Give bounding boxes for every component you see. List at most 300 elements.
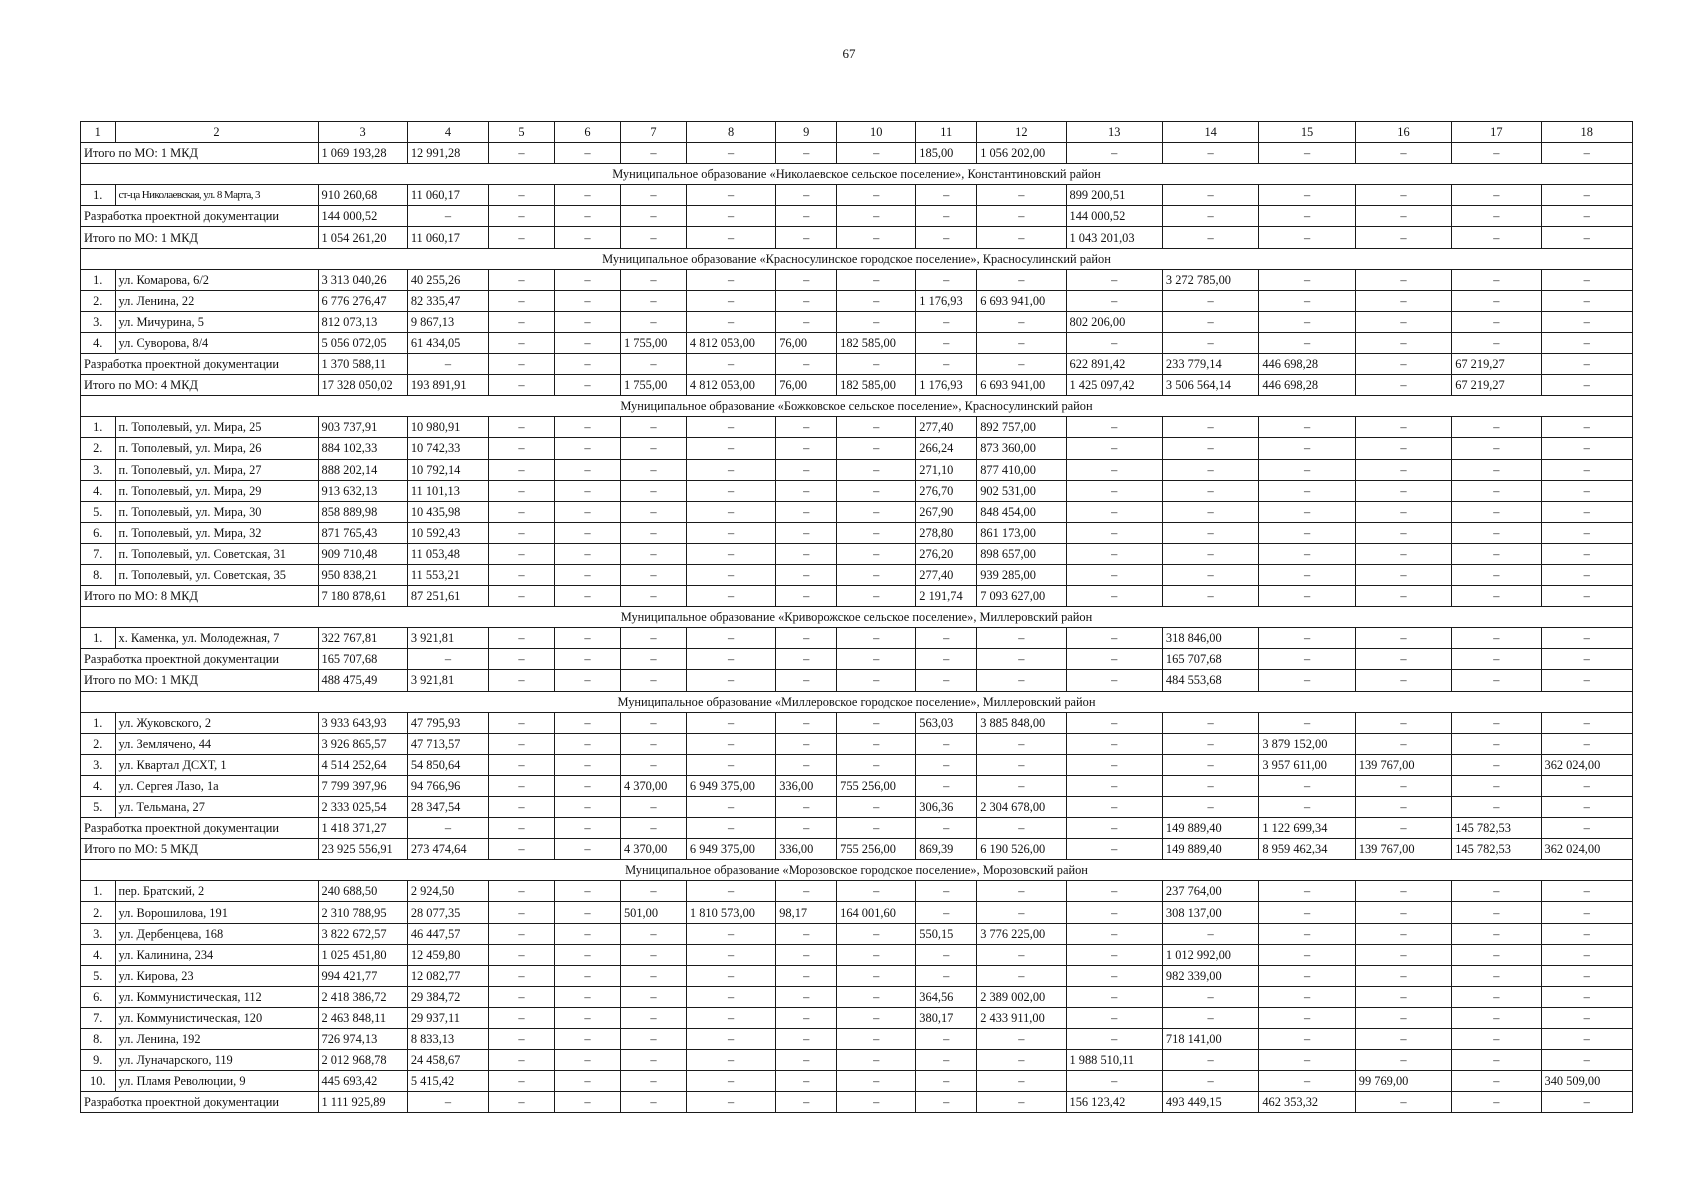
value-cell-col-16: –: [1355, 311, 1451, 332]
value-cell-col-7: –: [620, 417, 686, 438]
value-cell-col-7: –: [620, 1050, 686, 1071]
value-cell-col-15: –: [1259, 649, 1355, 670]
value-cell-col-17: –: [1452, 480, 1541, 501]
value-cell-col-11: 2 191,74: [916, 586, 977, 607]
value-cell-col-3: 3 822 672,57: [318, 923, 407, 944]
value-cell-col-12: 898 657,00: [977, 543, 1066, 564]
value-cell-col-17: –: [1452, 923, 1541, 944]
value-cell-col-5: –: [489, 649, 555, 670]
value-cell-col-11: 267,90: [916, 501, 977, 522]
value-cell-col-3: 7 180 878,61: [318, 586, 407, 607]
value-cell-col-18: –: [1541, 944, 1633, 965]
value-cell-col-10: –: [837, 227, 916, 248]
value-cell-col-11: –: [916, 227, 977, 248]
value-cell-col-15: –: [1259, 923, 1355, 944]
building-row: [81, 902, 1633, 923]
value-cell-col-15: –: [1259, 712, 1355, 733]
summary-row: [81, 227, 1633, 248]
value-cell-col-13: –: [1066, 269, 1162, 290]
value-cell-col-3: 165 707,68: [318, 649, 407, 670]
value-cell-col-11: 563,03: [916, 712, 977, 733]
value-cell-col-15: –: [1259, 965, 1355, 986]
value-cell-col-15: –: [1259, 206, 1355, 227]
value-cell-col-8: –: [686, 986, 775, 1007]
value-cell-col-10: –: [837, 269, 916, 290]
value-cell-col-6: –: [554, 986, 620, 1007]
value-cell-col-13: 156 123,42: [1066, 1092, 1162, 1113]
value-cell-col-3: 903 737,91: [318, 417, 407, 438]
value-cell-col-14: –: [1162, 480, 1258, 501]
column-number-13: 13: [1066, 122, 1162, 143]
municipality-heading: Муниципальное образование «Николаевское сельское поселение», Константиновский район: [81, 164, 1633, 185]
value-cell-col-10: –: [837, 754, 916, 775]
building-address: ул. Дербенцева, 168: [115, 923, 318, 944]
value-cell-col-12: –: [977, 902, 1066, 923]
value-cell-col-9: –: [776, 1092, 837, 1113]
value-cell-col-10: –: [837, 354, 916, 375]
value-cell-col-12: –: [977, 1092, 1066, 1113]
value-cell-col-7: –: [620, 269, 686, 290]
value-cell-col-10: –: [837, 1007, 916, 1028]
value-cell-col-7: –: [620, 944, 686, 965]
value-cell-col-8: –: [686, 1092, 775, 1113]
value-cell-col-4: 12 082,77: [407, 965, 488, 986]
value-cell-col-17: –: [1452, 417, 1541, 438]
value-cell-col-14: –: [1162, 733, 1258, 754]
value-cell-col-12: 2 389 002,00: [977, 986, 1066, 1007]
value-cell-col-13: –: [1066, 649, 1162, 670]
value-cell-col-14: 165 707,68: [1162, 649, 1258, 670]
value-cell-col-6: –: [554, 227, 620, 248]
value-cell-col-10: –: [837, 480, 916, 501]
value-cell-col-11: –: [916, 670, 977, 691]
value-cell-col-6: –: [554, 649, 620, 670]
value-cell-col-10: –: [837, 586, 916, 607]
column-number-11: 11: [916, 122, 977, 143]
value-cell-col-5: –: [489, 733, 555, 754]
value-cell-col-17: –: [1452, 143, 1541, 164]
value-cell-col-12: 939 285,00: [977, 564, 1066, 585]
value-cell-col-17: –: [1452, 522, 1541, 543]
value-cell-col-16: –: [1355, 649, 1451, 670]
value-cell-col-10: –: [837, 1092, 916, 1113]
value-cell-col-8: –: [686, 480, 775, 501]
value-cell-col-10: –: [837, 818, 916, 839]
value-cell-col-16: –: [1355, 965, 1451, 986]
value-cell-col-18: –: [1541, 1050, 1633, 1071]
building-address: ул. Кирова, 23: [115, 965, 318, 986]
value-cell-col-6: –: [554, 438, 620, 459]
value-cell-col-8: –: [686, 1050, 775, 1071]
value-cell-col-8: –: [686, 628, 775, 649]
value-cell-col-16: –: [1355, 459, 1451, 480]
value-cell-col-12: 7 093 627,00: [977, 586, 1066, 607]
value-cell-col-15: –: [1259, 1050, 1355, 1071]
value-cell-col-14: –: [1162, 1071, 1258, 1092]
value-cell-col-18: –: [1541, 290, 1633, 311]
value-cell-col-18: –: [1541, 1007, 1633, 1028]
value-cell-col-12: 902 531,00: [977, 480, 1066, 501]
value-cell-col-4: 29 384,72: [407, 986, 488, 1007]
value-cell-col-16: 99 769,00: [1355, 1071, 1451, 1092]
building-address: ул. Мичурина, 5: [115, 311, 318, 332]
value-cell-col-17: 67 219,27: [1452, 375, 1541, 396]
value-cell-col-10: –: [837, 438, 916, 459]
value-cell-col-11: –: [916, 965, 977, 986]
value-cell-col-4: 273 474,64: [407, 839, 488, 860]
value-cell-col-6: –: [554, 712, 620, 733]
value-cell-col-13: –: [1066, 438, 1162, 459]
value-cell-col-12: –: [977, 1029, 1066, 1050]
value-cell-col-5: –: [489, 522, 555, 543]
value-cell-col-3: 884 102,33: [318, 438, 407, 459]
value-cell-col-4: 24 458,67: [407, 1050, 488, 1071]
value-cell-col-18: –: [1541, 375, 1633, 396]
value-cell-col-18: –: [1541, 818, 1633, 839]
building-address: ул. Землячено, 44: [115, 733, 318, 754]
value-cell-col-17: 145 782,53: [1452, 839, 1541, 860]
value-cell-col-11: –: [916, 1071, 977, 1092]
value-cell-col-17: –: [1452, 227, 1541, 248]
value-cell-col-14: –: [1162, 417, 1258, 438]
value-cell-col-15: 446 698,28: [1259, 354, 1355, 375]
summary-row: [81, 586, 1633, 607]
value-cell-col-4: 3 921,81: [407, 670, 488, 691]
value-cell-col-17: –: [1452, 311, 1541, 332]
column-number-5: 5: [489, 122, 555, 143]
building-address: ул. Коммунистическая, 120: [115, 1007, 318, 1028]
value-cell-col-8: –: [686, 670, 775, 691]
value-cell-col-5: –: [489, 354, 555, 375]
value-cell-col-12: 2 304 678,00: [977, 797, 1066, 818]
value-cell-col-3: 1 370 588,11: [318, 354, 407, 375]
value-cell-col-12: –: [977, 332, 1066, 353]
value-cell-col-6: –: [554, 733, 620, 754]
building-row: [81, 986, 1633, 1007]
value-cell-col-15: –: [1259, 459, 1355, 480]
value-cell-col-6: –: [554, 670, 620, 691]
summary-label: Итого по МО: 4 МКД: [81, 375, 319, 396]
summary-label: Итого по МО: 8 МКД: [81, 586, 319, 607]
building-address: ул. Сергея Лазо, 1а: [115, 775, 318, 796]
value-cell-col-8: –: [686, 1007, 775, 1028]
value-cell-col-4: 87 251,61: [407, 586, 488, 607]
value-cell-col-13: –: [1066, 944, 1162, 965]
value-cell-col-5: –: [489, 564, 555, 585]
value-cell-col-4: 12 459,80: [407, 944, 488, 965]
value-cell-col-9: –: [776, 1050, 837, 1071]
value-cell-col-18: –: [1541, 670, 1633, 691]
building-row: [81, 417, 1633, 438]
value-cell-col-3: 5 056 072,05: [318, 332, 407, 353]
value-cell-col-13: –: [1066, 881, 1162, 902]
value-cell-col-7: –: [620, 143, 686, 164]
value-cell-col-15: –: [1259, 543, 1355, 564]
value-cell-col-13: –: [1066, 733, 1162, 754]
value-cell-col-7: –: [620, 712, 686, 733]
row-number: 5.: [81, 965, 116, 986]
row-number: 6.: [81, 522, 116, 543]
value-cell-col-5: –: [489, 1007, 555, 1028]
value-cell-col-13: –: [1066, 480, 1162, 501]
value-cell-col-17: –: [1452, 797, 1541, 818]
value-cell-col-8: –: [686, 586, 775, 607]
value-cell-col-17: –: [1452, 1092, 1541, 1113]
value-cell-col-11: 306,36: [916, 797, 977, 818]
value-cell-col-4: 3 921,81: [407, 628, 488, 649]
building-address: х. Каменка, ул. Молодежная, 7: [115, 628, 318, 649]
row-number: 2.: [81, 438, 116, 459]
row-number: 2.: [81, 290, 116, 311]
value-cell-col-13: –: [1066, 501, 1162, 522]
value-cell-col-5: –: [489, 332, 555, 353]
value-cell-col-7: –: [620, 1092, 686, 1113]
value-cell-col-3: 17 328 050,02: [318, 375, 407, 396]
value-cell-col-18: –: [1541, 459, 1633, 480]
value-cell-col-14: 233 779,14: [1162, 354, 1258, 375]
value-cell-col-6: –: [554, 311, 620, 332]
value-cell-col-4: 46 447,57: [407, 923, 488, 944]
building-row: [81, 797, 1633, 818]
value-cell-col-13: –: [1066, 1071, 1162, 1092]
value-cell-col-16: –: [1355, 881, 1451, 902]
value-cell-col-4: 40 255,26: [407, 269, 488, 290]
value-cell-col-16: –: [1355, 206, 1451, 227]
value-cell-col-10: –: [837, 522, 916, 543]
value-cell-col-7: –: [620, 438, 686, 459]
value-cell-col-8: –: [686, 522, 775, 543]
row-number: 3.: [81, 459, 116, 480]
value-cell-col-11: –: [916, 733, 977, 754]
value-cell-col-16: –: [1355, 1050, 1451, 1071]
value-cell-col-8: –: [686, 417, 775, 438]
value-cell-col-10: –: [837, 944, 916, 965]
value-cell-col-5: –: [489, 459, 555, 480]
value-cell-col-18: –: [1541, 522, 1633, 543]
summary-label: Итого по МО: 5 МКД: [81, 839, 319, 860]
value-cell-col-11: 276,70: [916, 480, 977, 501]
value-cell-col-10: –: [837, 143, 916, 164]
page-number: 67: [842, 46, 856, 61]
value-cell-col-9: –: [776, 143, 837, 164]
value-cell-col-7: 1 755,00: [620, 375, 686, 396]
value-cell-col-11: 266,24: [916, 438, 977, 459]
value-cell-col-5: –: [489, 1050, 555, 1071]
building-row: [81, 965, 1633, 986]
value-cell-col-18: –: [1541, 143, 1633, 164]
column-number-12: 12: [977, 122, 1066, 143]
value-cell-col-3: 1 111 925,89: [318, 1092, 407, 1113]
value-cell-col-9: –: [776, 1029, 837, 1050]
value-cell-col-15: 1 122 699,34: [1259, 818, 1355, 839]
section-heading-row: [81, 164, 1633, 185]
building-row: [81, 522, 1633, 543]
value-cell-col-14: –: [1162, 227, 1258, 248]
value-cell-col-5: –: [489, 586, 555, 607]
value-cell-col-8: –: [686, 649, 775, 670]
value-cell-col-17: –: [1452, 185, 1541, 206]
value-cell-col-9: –: [776, 818, 837, 839]
building-address: ул. Тельмана, 27: [115, 797, 318, 818]
building-address: п. Тополевый, ул. Мира, 25: [115, 417, 318, 438]
row-number: 7.: [81, 1007, 116, 1028]
value-cell-col-15: –: [1259, 1007, 1355, 1028]
value-cell-col-6: –: [554, 354, 620, 375]
value-cell-col-13: 1 988 510,11: [1066, 1050, 1162, 1071]
building-row: [81, 185, 1633, 206]
value-cell-col-8: –: [686, 290, 775, 311]
value-cell-col-13: –: [1066, 628, 1162, 649]
value-cell-col-4: 10 592,43: [407, 522, 488, 543]
value-cell-col-18: –: [1541, 543, 1633, 564]
value-cell-col-18: –: [1541, 965, 1633, 986]
value-cell-col-9: –: [776, 586, 837, 607]
value-cell-col-16: –: [1355, 332, 1451, 353]
value-cell-col-4: 47 713,57: [407, 733, 488, 754]
value-cell-col-5: –: [489, 206, 555, 227]
row-number: 4.: [81, 480, 116, 501]
row-number: 1.: [81, 628, 116, 649]
value-cell-col-8: –: [686, 733, 775, 754]
column-number-14: 14: [1162, 122, 1258, 143]
value-cell-col-3: 950 838,21: [318, 564, 407, 585]
value-cell-col-15: –: [1259, 881, 1355, 902]
value-cell-col-18: –: [1541, 564, 1633, 585]
value-cell-col-4: 11 553,21: [407, 564, 488, 585]
value-cell-col-16: 139 767,00: [1355, 754, 1451, 775]
value-cell-col-13: –: [1066, 754, 1162, 775]
building-address: п. Тополевый, ул. Советская, 31: [115, 543, 318, 564]
value-cell-col-4: –: [407, 206, 488, 227]
value-cell-col-17: –: [1452, 459, 1541, 480]
section-heading-row: [81, 248, 1633, 269]
value-cell-col-14: –: [1162, 501, 1258, 522]
value-cell-col-4: 28 077,35: [407, 902, 488, 923]
value-cell-col-9: –: [776, 311, 837, 332]
value-cell-col-17: –: [1452, 628, 1541, 649]
section-heading-row: [81, 860, 1633, 881]
column-number-18: 18: [1541, 122, 1633, 143]
value-cell-col-9: –: [776, 543, 837, 564]
value-cell-col-16: –: [1355, 1007, 1451, 1028]
value-cell-col-14: 318 846,00: [1162, 628, 1258, 649]
value-cell-col-14: 3 272 785,00: [1162, 269, 1258, 290]
value-cell-col-11: 271,10: [916, 459, 977, 480]
value-cell-col-8: 6 949 375,00: [686, 775, 775, 796]
value-cell-col-8: 4 812 053,00: [686, 375, 775, 396]
value-cell-col-13: –: [1066, 712, 1162, 733]
value-cell-col-12: 892 757,00: [977, 417, 1066, 438]
value-cell-col-5: –: [489, 480, 555, 501]
value-cell-col-16: –: [1355, 438, 1451, 459]
value-cell-col-18: –: [1541, 775, 1633, 796]
value-cell-col-4: 11 101,13: [407, 480, 488, 501]
value-cell-col-4: 10 980,91: [407, 417, 488, 438]
value-cell-col-6: –: [554, 332, 620, 353]
value-cell-col-17: –: [1452, 965, 1541, 986]
value-cell-col-7: –: [620, 1029, 686, 1050]
value-cell-col-7: –: [620, 311, 686, 332]
value-cell-col-9: –: [776, 185, 837, 206]
value-cell-col-12: 877 410,00: [977, 459, 1066, 480]
value-cell-col-12: 2 433 911,00: [977, 1007, 1066, 1028]
building-address: ул. Луначарского, 119: [115, 1050, 318, 1071]
value-cell-col-16: –: [1355, 797, 1451, 818]
value-cell-col-3: 7 799 397,96: [318, 775, 407, 796]
value-cell-col-15: –: [1259, 797, 1355, 818]
value-cell-col-3: 910 260,68: [318, 185, 407, 206]
value-cell-col-10: –: [837, 986, 916, 1007]
value-cell-col-13: –: [1066, 818, 1162, 839]
value-cell-col-5: –: [489, 501, 555, 522]
value-cell-col-5: –: [489, 670, 555, 691]
value-cell-col-15: –: [1259, 564, 1355, 585]
value-cell-col-5: –: [489, 923, 555, 944]
value-cell-col-14: –: [1162, 754, 1258, 775]
capital-repair-table: [80, 121, 1633, 1113]
value-cell-col-18: –: [1541, 902, 1633, 923]
value-cell-col-17: –: [1452, 564, 1541, 585]
value-cell-col-3: 3 933 643,93: [318, 712, 407, 733]
value-cell-col-14: –: [1162, 143, 1258, 164]
value-cell-col-7: –: [620, 227, 686, 248]
value-cell-col-9: –: [776, 417, 837, 438]
value-cell-col-9: –: [776, 628, 837, 649]
value-cell-col-12: –: [977, 354, 1066, 375]
value-cell-col-3: 913 632,13: [318, 480, 407, 501]
building-address: ст-ца Николаевская, ул. 8 Марта, 3: [115, 185, 318, 206]
value-cell-col-15: –: [1259, 586, 1355, 607]
value-cell-col-11: 278,80: [916, 522, 977, 543]
value-cell-col-4: 10 742,33: [407, 438, 488, 459]
value-cell-col-10: –: [837, 185, 916, 206]
building-address: ул. Ленина, 192: [115, 1029, 318, 1050]
value-cell-col-11: 277,40: [916, 564, 977, 585]
value-cell-col-17: –: [1452, 986, 1541, 1007]
value-cell-col-18: –: [1541, 185, 1633, 206]
value-cell-col-3: 1 069 193,28: [318, 143, 407, 164]
value-cell-col-12: –: [977, 881, 1066, 902]
value-cell-col-11: 276,20: [916, 543, 977, 564]
value-cell-col-6: –: [554, 902, 620, 923]
value-cell-col-16: –: [1355, 1092, 1451, 1113]
value-cell-col-8: –: [686, 712, 775, 733]
value-cell-col-16: –: [1355, 733, 1451, 754]
value-cell-col-10: –: [837, 290, 916, 311]
column-number-17: 17: [1452, 122, 1541, 143]
value-cell-col-6: –: [554, 797, 620, 818]
value-cell-col-13: 144 000,52: [1066, 206, 1162, 227]
value-cell-col-11: –: [916, 775, 977, 796]
value-cell-col-7: –: [620, 965, 686, 986]
building-address: ул. Квартал ДСХТ, 1: [115, 754, 318, 775]
value-cell-col-7: –: [620, 881, 686, 902]
value-cell-col-11: –: [916, 1029, 977, 1050]
value-cell-col-7: 4 370,00: [620, 775, 686, 796]
value-cell-col-16: –: [1355, 375, 1451, 396]
value-cell-col-8: –: [686, 564, 775, 585]
summary-row: [81, 1092, 1633, 1113]
building-row: [81, 923, 1633, 944]
value-cell-col-9: –: [776, 1071, 837, 1092]
value-cell-col-13: –: [1066, 902, 1162, 923]
building-address: п. Тополевый, ул. Мира, 26: [115, 438, 318, 459]
value-cell-col-11: –: [916, 902, 977, 923]
value-cell-col-18: 362 024,00: [1541, 839, 1633, 860]
building-address: ул. Суворова, 8/4: [115, 332, 318, 353]
value-cell-col-12: –: [977, 1071, 1066, 1092]
value-cell-col-10: –: [837, 881, 916, 902]
